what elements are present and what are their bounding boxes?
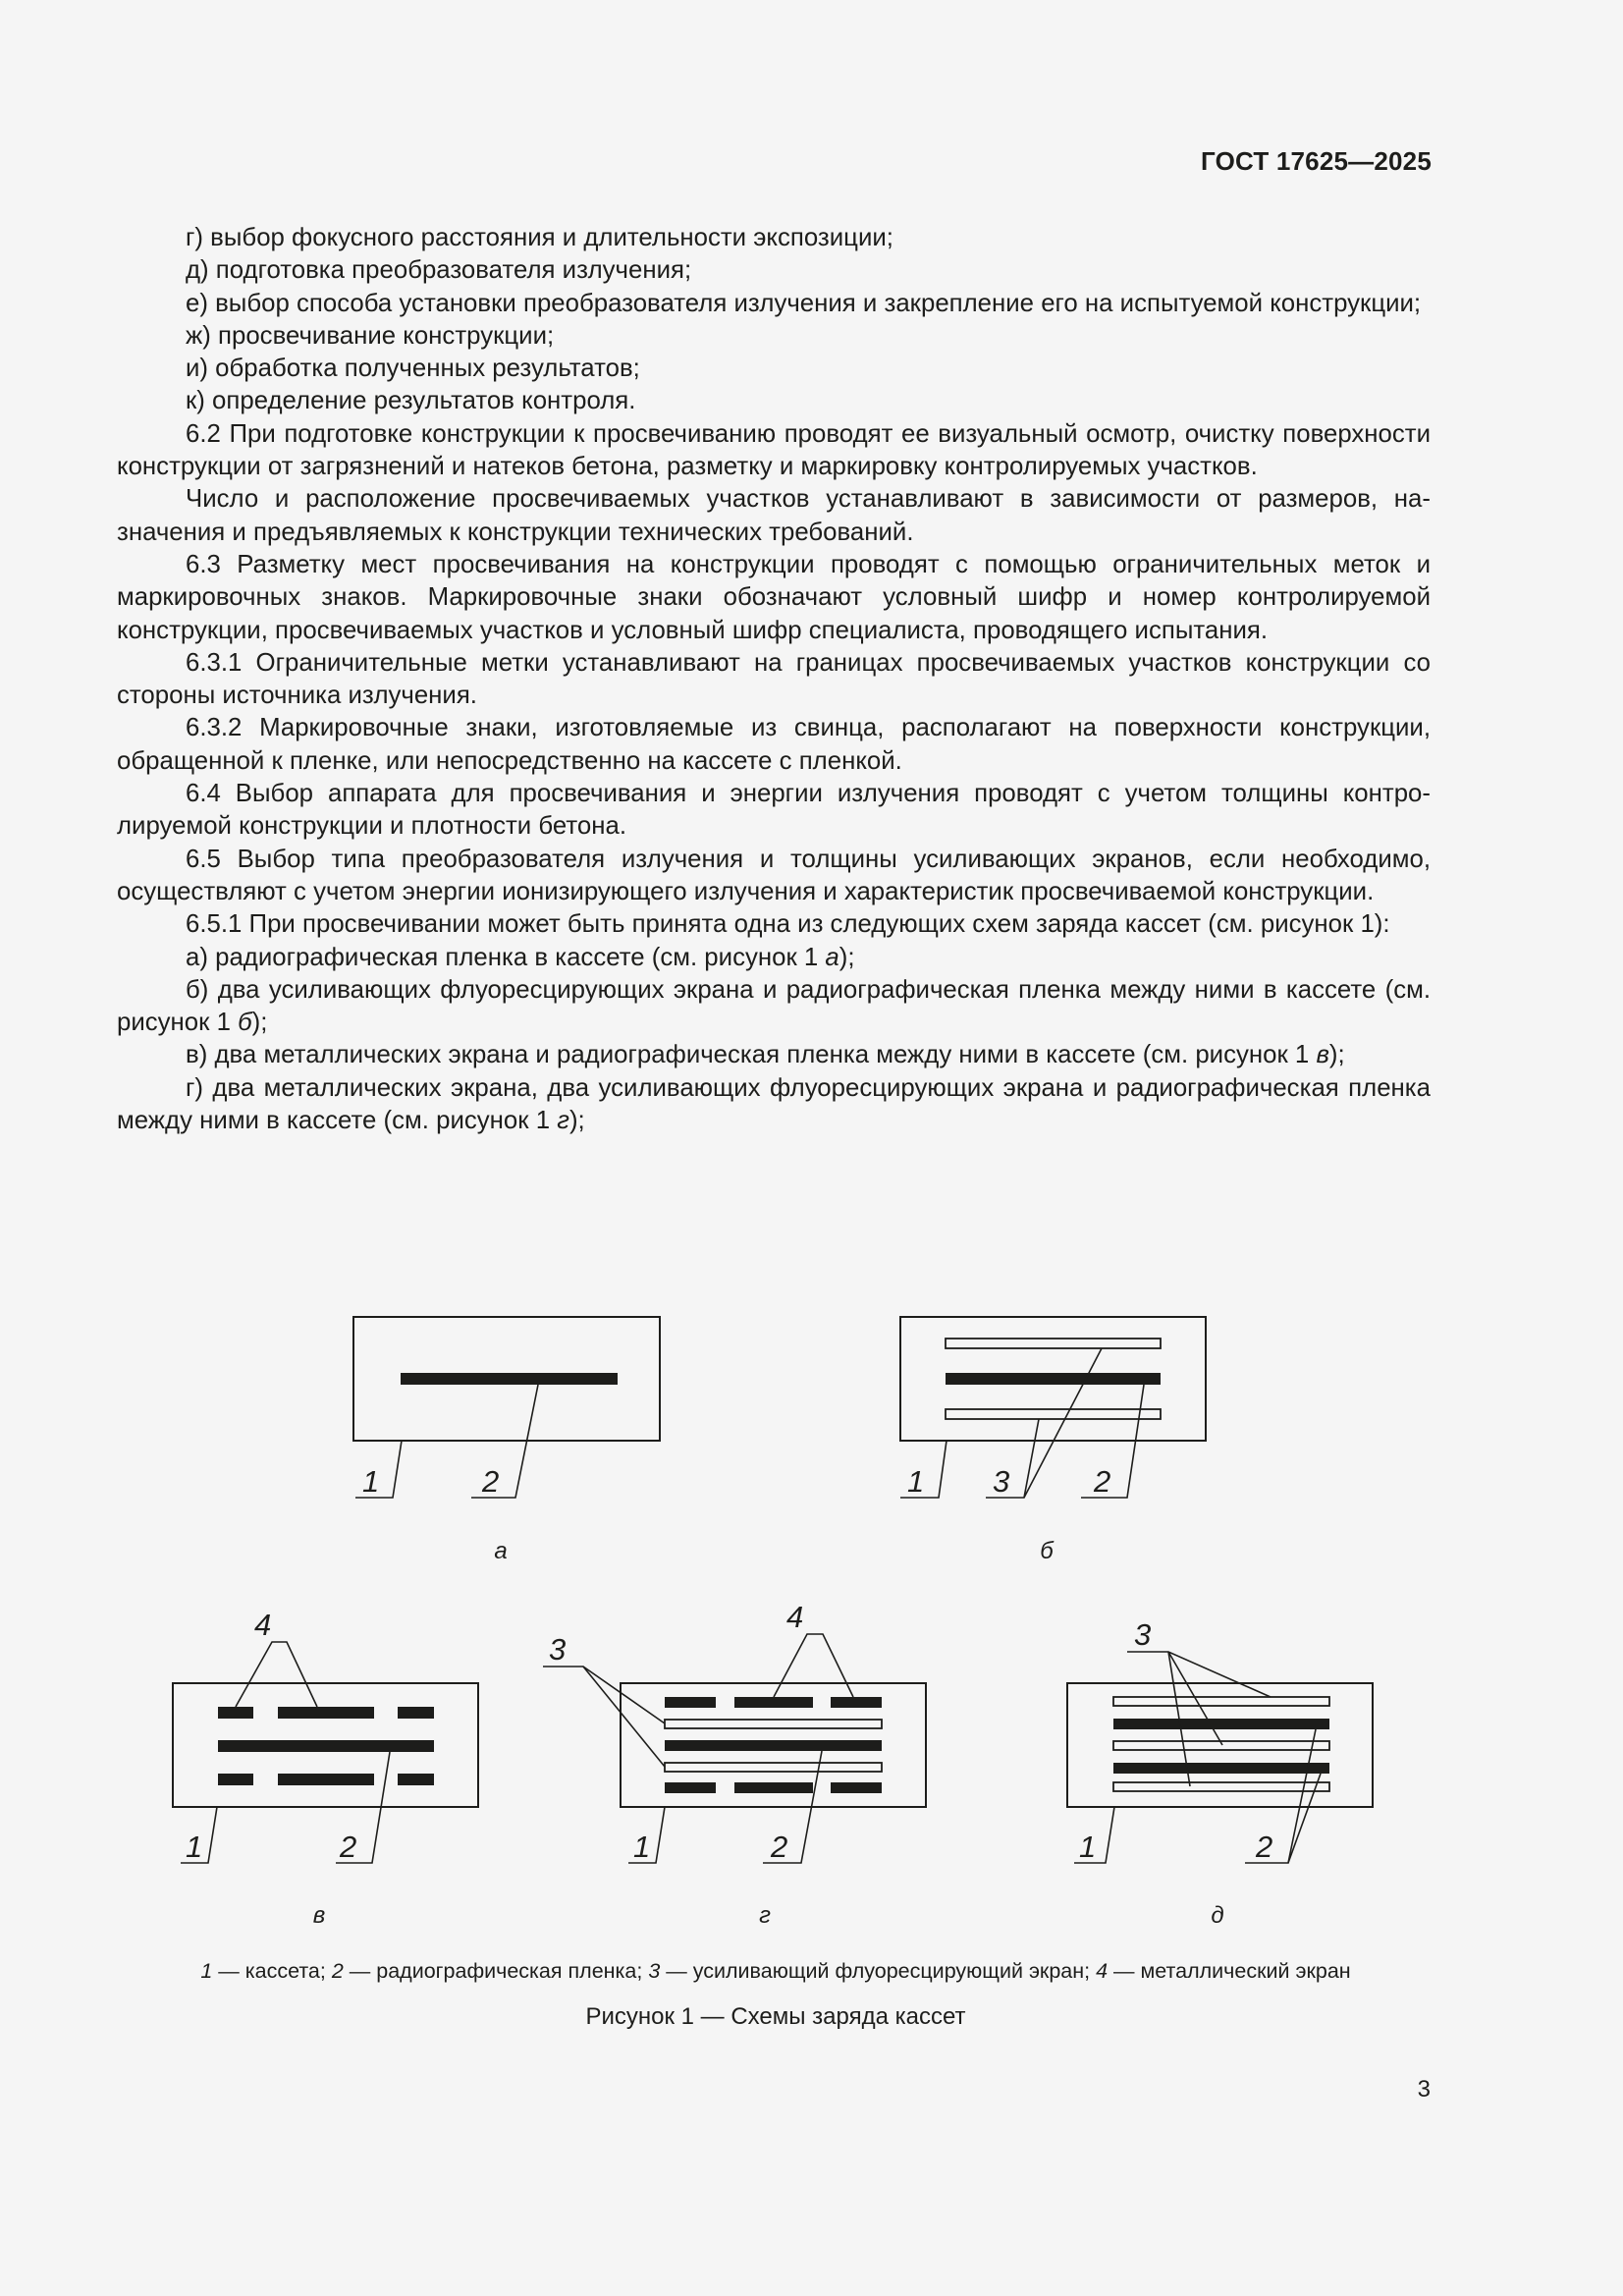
fluorescent-screen — [1113, 1782, 1329, 1791]
list-item-k: к) определение результатов контроля. — [186, 387, 636, 415]
callout-1: 1 — [907, 1464, 925, 1499]
radiographic-film — [1113, 1763, 1329, 1774]
metal-screen-seg — [734, 1697, 813, 1708]
metal-screen-seg — [831, 1782, 882, 1793]
panel-label-a: а — [494, 1538, 508, 1564]
callout-1: 1 — [1079, 1830, 1097, 1864]
panel-a — [353, 1317, 660, 1564]
leader-4 — [774, 1634, 853, 1697]
scheme-item-v: в) два металлических экрана и радиографическая пленка между ними в кассете (см. рисунок 1 в); — [186, 1041, 1345, 1069]
metal-screen-seg — [278, 1707, 374, 1719]
paragraph-6-2-cont: Число и расположение просвечиваемых участков устанавливают в зависимости от размеров, назначения и предъявляемых к конструкции технических требований. — [117, 485, 1431, 546]
scheme-item-b: б) два усиливающих флуоресцирующих экрана и радиографическая пленка между ними в кассете (см. рисунок 1 б); — [117, 975, 1431, 1037]
radiographic-film — [1113, 1719, 1329, 1729]
legend-text: — усиливающий флуоресцирующий экран; — [660, 1959, 1097, 1983]
scheme-item-g: г) два металлических экрана, два усиливающих флуоресцирующих экрана и радиографическая пленка между ними в кассете (см. рисунок 1 г); — [117, 1073, 1431, 1135]
leader-3b — [1024, 1419, 1039, 1498]
list-item-g: г) выбор фокусного расстояния и длительности экспозиции; — [186, 224, 893, 251]
paragraph-6-3: 6.3 Разметку мест просвечивания на конструкции проводят с помощью ограничительных меток и маркировочных знаков. Маркировочные знаки обозначают условный шифр и номер контролируемой конструкции, просвечиваемых участков и условный шифр специалиста, проводящего испытания. — [117, 550, 1431, 644]
callout-1: 1 — [633, 1830, 651, 1864]
figure-caption: Рисунок 1 — Схемы заряда кассет — [585, 2003, 966, 2030]
callout-4: 4 — [786, 1600, 804, 1634]
metal-screen-seg — [831, 1697, 882, 1708]
metal-screen-seg — [218, 1707, 253, 1719]
list-item-i: и) обработка полученных результатов; — [186, 355, 640, 383]
fluorescent-screen — [946, 1409, 1161, 1419]
leader-3b — [583, 1667, 665, 1767]
legend-num: 4 — [1096, 1959, 1109, 1983]
legend-text: — металлический экран — [1108, 1959, 1351, 1983]
metal-screen-seg — [734, 1782, 813, 1793]
radiographic-film — [946, 1373, 1161, 1385]
radiographic-film — [665, 1740, 882, 1751]
fluorescent-screen — [946, 1339, 1161, 1348]
list-item-d: д) подготовка преобразователя излучения; — [186, 256, 692, 285]
paragraph-6-4: 6.4 Выбор аппарата для просвечивания и энергии излучения проводят с учетом толщины контролируемой конструкции и плотности бетона. — [117, 780, 1431, 841]
page-number: 3 — [1417, 2076, 1431, 2103]
list-item-zh: ж) просвечивание конструкции; — [186, 321, 555, 350]
callout-2: 2 — [1094, 1464, 1111, 1499]
scheme-item-a: а) радиографическая пленка в кассете (см. рисунок 1 а); — [186, 943, 855, 971]
panel-label-g: г — [759, 1902, 771, 1929]
leader-3a — [1127, 1652, 1271, 1697]
paragraph-6-2: 6.2 При подготовке конструкции к просвечиванию проводят ее визуальный осмотр, очистку поверхности конструкции от загрязнений и натеков бетона, разметку и маркировку контролируемых участков. — [117, 419, 1431, 481]
figure-legend — [0, 1959, 1551, 1984]
fluorescent-screen — [1113, 1697, 1329, 1706]
standard-designation: ГОСТ 17625—2025 — [1201, 146, 1432, 176]
metal-screen-seg — [665, 1697, 716, 1708]
panel-g — [543, 1600, 926, 1929]
leader-4 — [236, 1642, 317, 1707]
fluorescent-screen — [665, 1720, 882, 1728]
radiographic-film — [218, 1740, 434, 1752]
panel-label-d: д — [1211, 1902, 1224, 1929]
callout-2: 2 — [1256, 1830, 1273, 1864]
metal-screen-seg — [398, 1707, 434, 1719]
paragraph-6-5: 6.5 Выбор типа преобразователя излучения и толщины усиливающих экранов, если необходимо, осуществляют с учетом энергии ионизирующего излучения и характеристик просвечиваемой конструкции. — [117, 845, 1431, 905]
metal-screen-seg — [398, 1774, 434, 1785]
callout-1: 1 — [362, 1464, 380, 1499]
list-item-e: е) выбор способа установки преобразователя излучения и закрепление его на испытуемой конструкции; — [186, 289, 1422, 317]
panel-v — [173, 1608, 478, 1929]
panel-b — [900, 1317, 1206, 1564]
paragraph-6-3-1: 6.3.1 Ограничительные метки устанавливают на границах просвечиваемых участков конструкции со стороны источника излучения. — [117, 648, 1431, 710]
callout-2: 2 — [482, 1464, 500, 1499]
legend-text: — радиографическая пленка; — [343, 1959, 649, 1983]
legend-num: 1 — [200, 1959, 213, 1983]
callout-4: 4 — [254, 1608, 272, 1642]
callout-1: 1 — [186, 1830, 203, 1864]
metal-screen-seg — [278, 1774, 374, 1785]
legend-num: 3 — [648, 1959, 661, 1983]
callout-3: 3 — [1134, 1617, 1152, 1652]
callout-3: 3 — [549, 1632, 567, 1667]
metal-screen-seg — [665, 1782, 716, 1793]
callout-2: 2 — [340, 1830, 357, 1864]
paragraph-6-5-1: 6.5.1 При просвечивании может быть принята одна из следующих схем заряда кассет (см. рисунок 1): — [186, 910, 1390, 939]
panel-label-b: б — [1040, 1538, 1054, 1564]
panel-label-v: в — [312, 1902, 326, 1929]
callout-2: 2 — [771, 1830, 788, 1864]
legend-num: 2 — [331, 1959, 344, 1983]
leader-3a — [543, 1667, 665, 1723]
legend-text: — кассета; — [212, 1959, 332, 1983]
callout-3: 3 — [993, 1464, 1010, 1499]
metal-screen-seg — [218, 1774, 253, 1785]
paragraph-6-3-2: 6.3.2 Маркировочные знаки, изготовляемые из свинца, располагают на поверхности конструкции, обращенной к пленке, или непосредственно на кассете с пленкой. — [117, 714, 1431, 775]
fluorescent-screen — [665, 1763, 882, 1772]
radiographic-film — [401, 1373, 618, 1385]
panel-d — [1067, 1617, 1373, 1929]
